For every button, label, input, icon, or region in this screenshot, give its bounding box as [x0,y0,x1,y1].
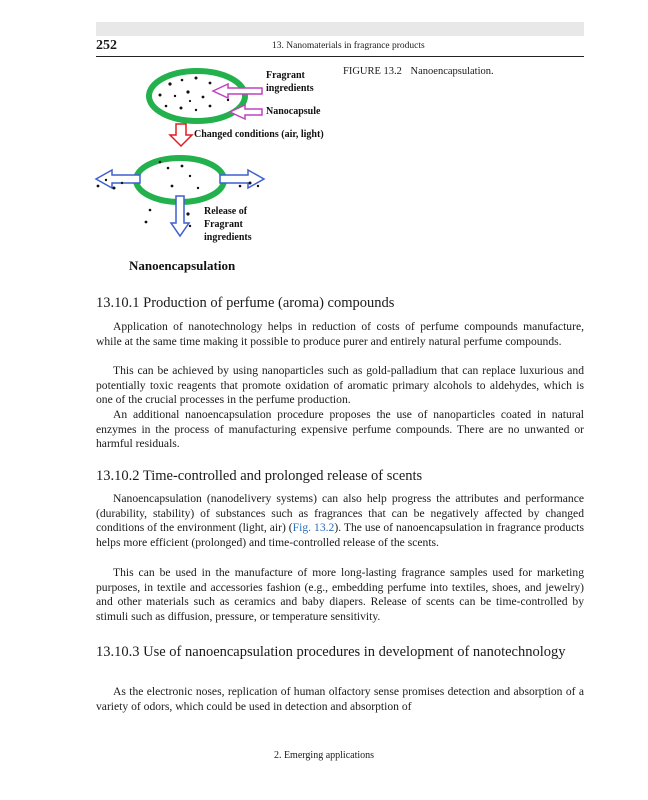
running-title: 13. Nanomaterials in fragrance products [272,41,425,51]
paragraph: Application of nanotechnology helps in reduction of costs of perfume compounds manufacture, while at the same time making it possible to produce purer and entirely natural perfume compounds. [96,320,584,348]
changed-conditions-arrow [170,124,192,146]
page-number: 252 [96,38,117,53]
label-release-of: Release of [204,206,248,217]
nanoencapsulation-diagram [0,0,648,290]
label-fragrant: Fragrant [266,70,305,81]
section-heading-nanoencapsulation-procedures: 13.10.3 Use of nanoencapsulation procedures in development of nanotechnology [96,644,566,660]
diagram-title: Nanoencapsulation [129,258,236,273]
paragraph: This can be used in the manufacture of more long-lasting fragrance samples used for marketing purposes, in textile and accessories fashion (e.g., embedding perfume into textiles, shoes, and jewelry) and other materials such as ceramics and baby diapers. Release of scents can be time-controlled by stimuli such as diffusion, pressure, or temperature sensitivity. [96,566,584,624]
label-changed-conditions: Changed conditions (air, light) [194,129,324,140]
figure-caption [343,66,494,77]
paragraph-text: Nanoencapsulation (nanodelivery systems) can also help progress the attributes and performance (durability, stability) of substances such as fragrances that can be negatively affected by changed conditions of the environment (light, air) ( [96,492,584,535]
label-nanocapsule: Nanocapsule [266,106,321,117]
label-release-ingredients: ingredients [204,232,252,243]
release-arrow-left [96,170,140,188]
footer-part-title: 2. Emerging applications [273,750,375,761]
paragraph [96,492,584,551]
figure-reference-link[interactable]: Fig. 13.2 [292,521,335,535]
paragraph-text: ). The use of nanoencapsulation in fragrance products helps more efficient (prolonged) and time-controlled release of the scents. [96,521,584,550]
paragraph: This can be achieved by using nanoparticles such as gold-palladium that can replace luxurious and potentially toxic reagents that promote oxidation of aromatic primary alcohols to aldehydes, which is one of the crucial processes in the perfume production. [96,364,584,407]
section-heading-time-controlled-release: 13.10.2 Time-controlled and prolonged release of scents [96,468,423,484]
section-heading-production-perfume: 13.10.1 Production of perfume (aroma) compounds [96,295,395,311]
label-ingredients: ingredients [266,83,314,94]
figure-label: FIGURE 13.2 [343,66,402,77]
figure-caption-text: Nanoencapsulation. [410,66,494,77]
paragraph: As the electronic noses, replication of human olfactory sense promises detection and absorption of a variety of odors, which could be used in detection and absorption of [96,685,584,713]
paragraph: An additional nanoencapsulation procedure proposes the use of nanoparticles coated in natural enzymes in the process of manufacturing expensive perfume compounds. There are no unwanted or harmful residuals. [96,408,584,451]
label-release-fragrant: Fragrant [204,219,243,230]
